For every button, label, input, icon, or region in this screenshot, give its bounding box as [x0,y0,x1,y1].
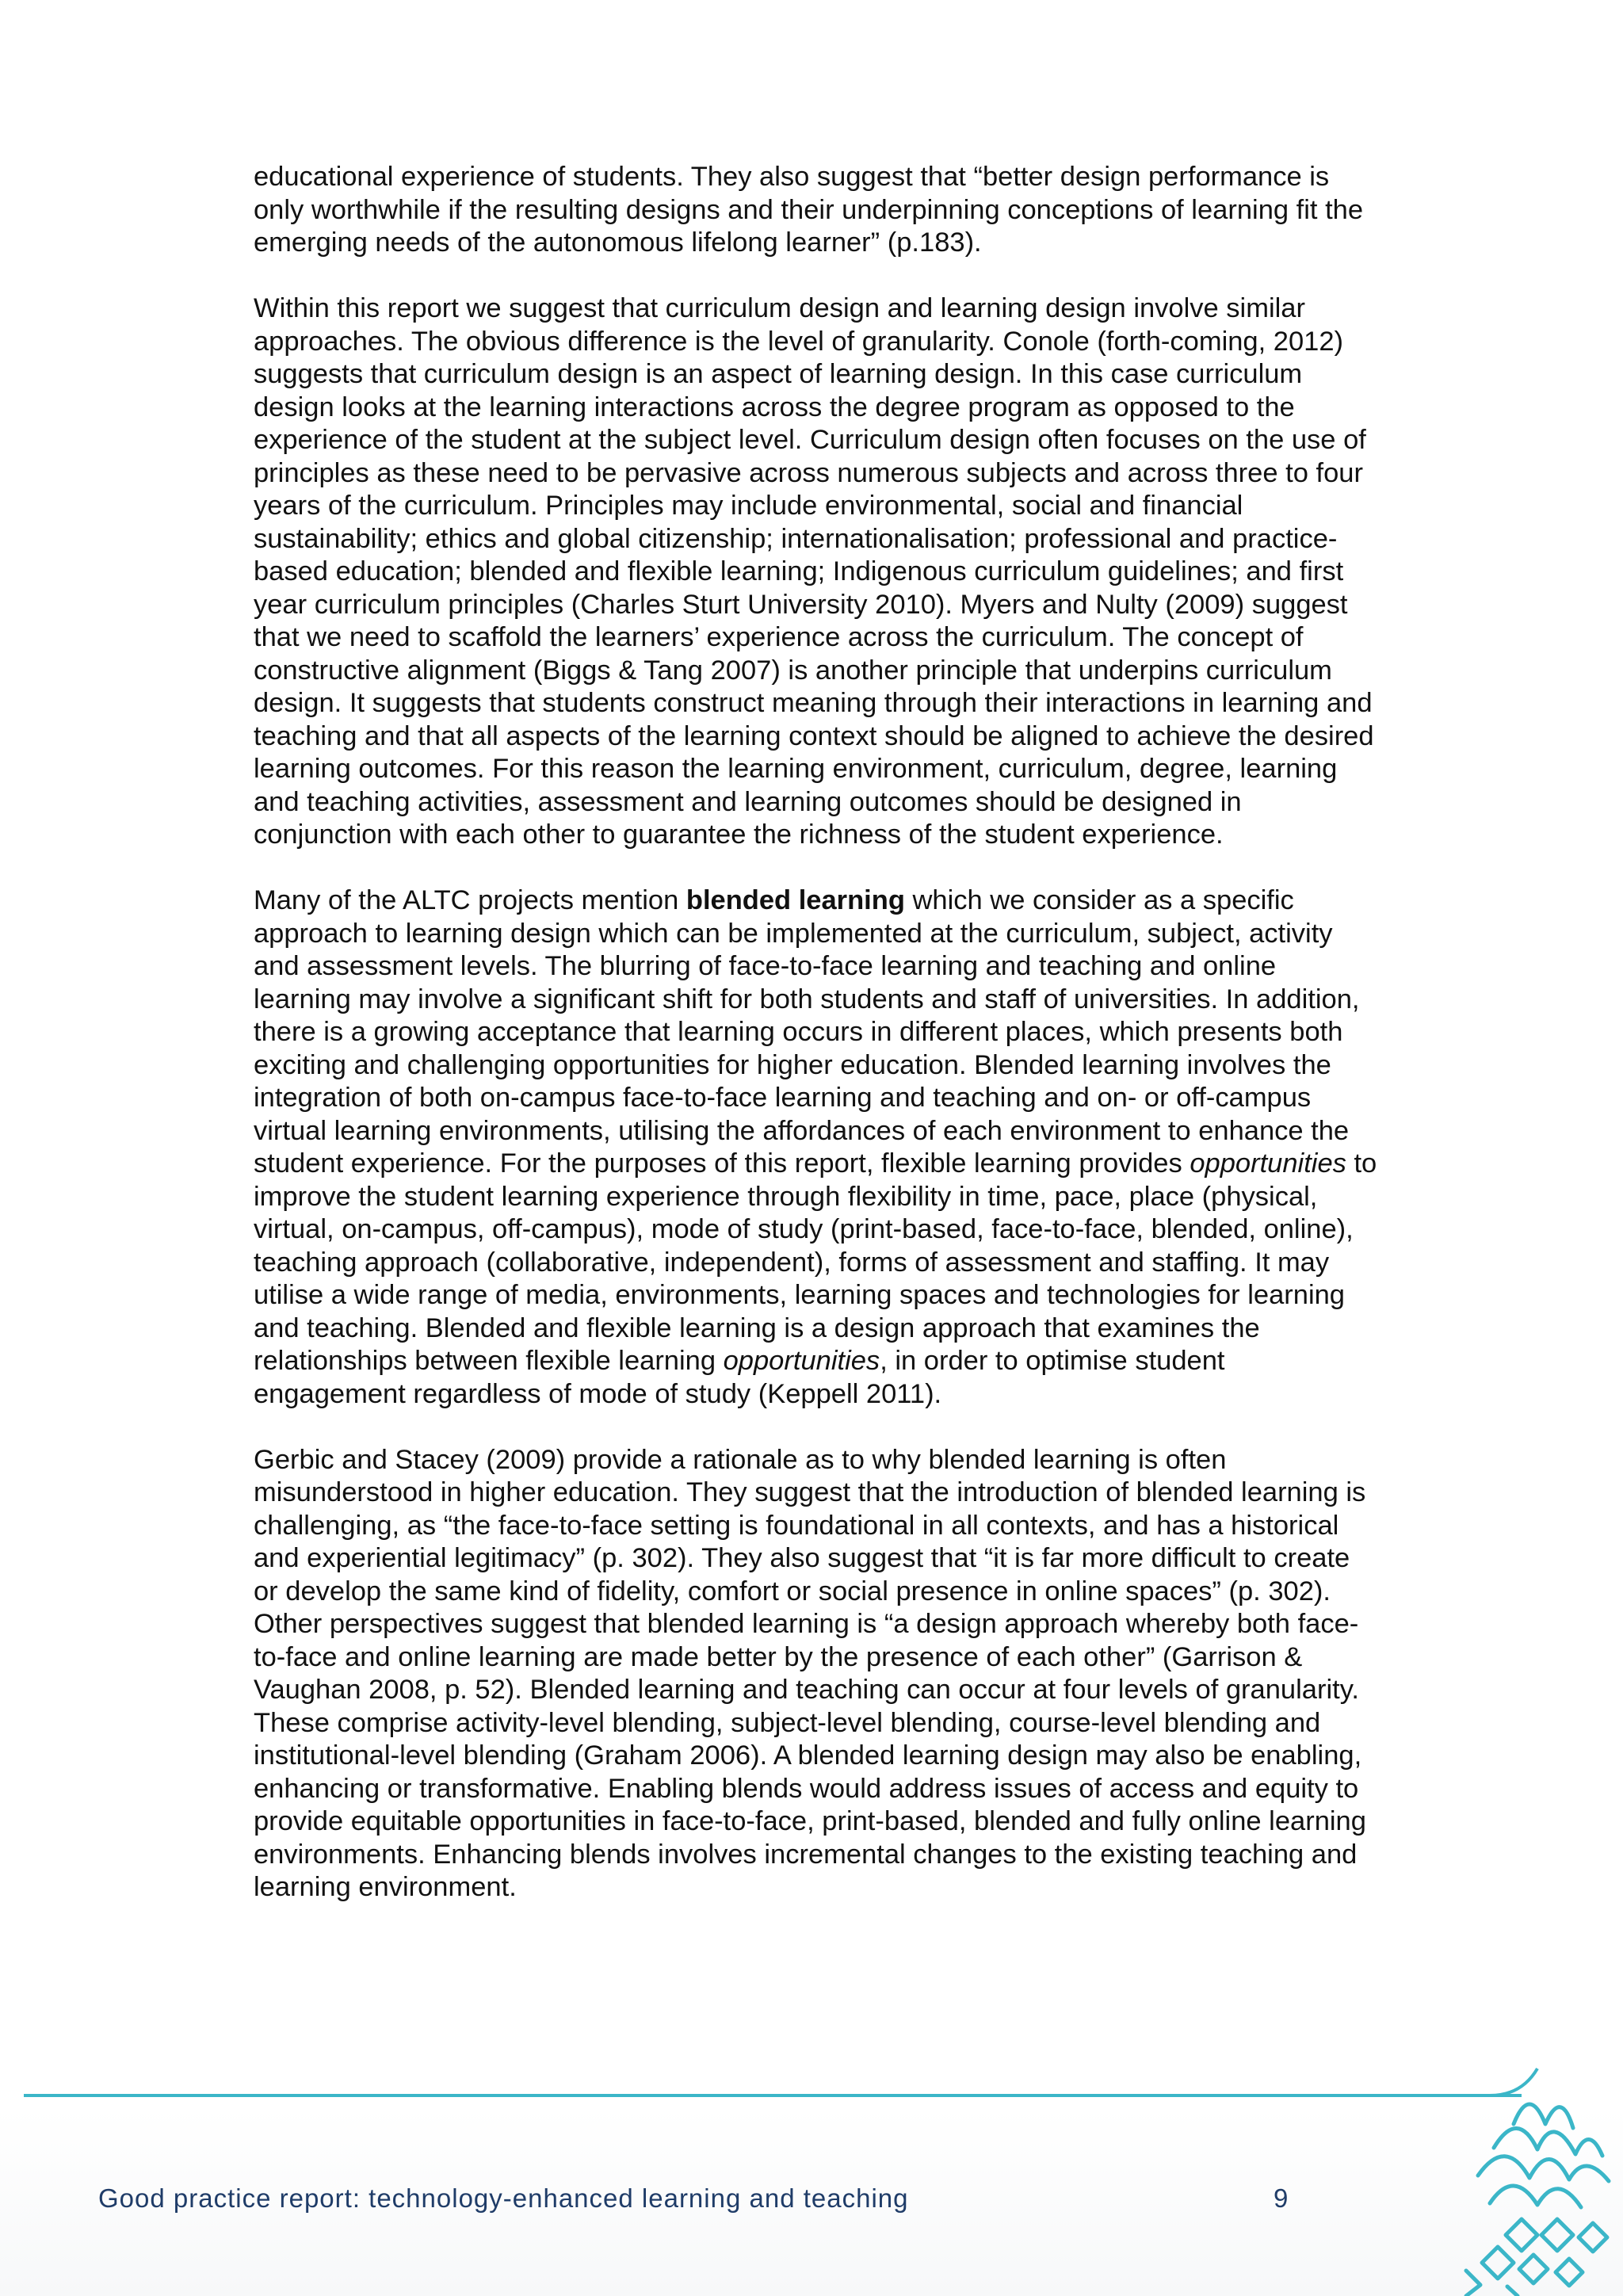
page-number: 9 [1274,2183,1289,2213]
wave-logo-icon [1419,2092,1623,2296]
body-text [254,161,1379,1937]
footer-rule [24,2094,1522,2097]
text-run: Within this report we suggest that curriculum design and learning design involve similar approaches. The obvious difference is the level of granularity. Conole (forth-coming, 2012) suggests that curriculum design is an aspect of learning design. In this case curriculum design looks at the learning interactions across the degree program as opposed to the experience of the student at the subject level. Curriculum design often focuses on the use of principles as these need to be pervasive across numerous subjects and across three to four years of the curriculum. Principles may include environmental, social and financial sustainability; ethics and global citizenship; internationalisation; professional and practice-based education; blended and flexible learning; Indigenous curriculum guidelines; and first year curriculum principles (Charles Sturt University 2010). Myers and Nulty (2009) suggest that we need to scaffold the learners’ experience across the curriculum. The concept of constructive alignment (Biggs & Tang 2007) is another principle that underpins curriculum design. It suggests that students construct meaning through their interactions in learning and teaching and that all aspects of the learning context should be aligned to achieve the desired learning outcomes. For this reason the learning environment, curriculum, degree, learning and teaching activities, assessment and learning outcomes should be designed in conjunction with each other to guarantee the richness of the student experience. [254,293,1374,850]
text-run: Gerbic and Stacey (2009) provide a rationale as to why blended learning is often misunderstood in higher education. They suggest that the introduction of blended learning is challenging, as “the face-to-face setting is foundational in all contexts, and has a historical and experiential legitimacy” (p. 302). They also suggest that “it is far more difficult to create or develop the same kind of fidelity, comfort or social presence in online spaces” (p. 302). Other perspectives suggest that blended learning is “a design approach whereby both face-to-face and online learning are made better by the presence of each other” (Garrison & Vaughan 2008, p. 52). Blended learning and teaching can occur at four levels of granularity. These comprise activity-level blending, subject-level blending, course-level blending and institutional-level blending (Graham 2006). A blended learning design may also be enabling, enhancing or transformative. Enabling blends would address issues of access and equity to provide equitable opportunities in face-to-face, print-based, blended and fully online learning environments. Enhancing blends involves incremental changes to the existing teaching and learning environment. [254,1444,1366,1902]
paragraph [254,292,1379,852]
italic-term: opportunities [723,1346,880,1376]
text-run: Many of the ALTC projects mention [254,885,686,915]
text-run: educational experience of students. They also suggest that “better design performance is only worthwhile if the resulting designs and their underpinning conceptions of learning fit the emerging needs of the autonomous lifelong learner” (p.183). [254,162,1364,258]
paragraph [254,161,1379,260]
text-run: which we consider as a specific approach to learning design which can be implemented at the curriculum, subject, activity and assessment levels. The blurring of face-to-face learning and teaching and online learning may involve a significant shift for both students and staff of universities. In addition, there is a growing acceptance that learning occurs in different places, which presents both exciting and challenging opportunities for higher education. Blended learning involves the integration of both on-campus face-to-face learning and teaching and on- or off-campus virtual learning environments, utilising the affordances of each environment to enhance the student experience. For the purposes of this report, flexible learning provides [254,885,1360,1179]
footer-title: Good practice report: technology-enhanced learning and teaching [98,2183,909,2213]
paragraph [254,884,1379,1411]
text-run: to improve the student learning experience through flexibility in time, pace, place (physical, virtual, on-campus, off-campus), mode of study (print-based, face-to-face, blended, online), teaching approach (collaborative, independent), forms of assessment and staffing. It may utilise a wide range of media, environments, learning spaces and technologies for learning and teaching. Blended and flexible learning is a design approach that examines the relationships between flexible learning [254,1148,1377,1376]
paragraph [254,1444,1379,1904]
bold-term: blended learning [685,885,905,915]
italic-term: opportunities [1190,1148,1346,1179]
text-run: , in order to optimise student engagement regardless of mode of study (Keppell 2011). [254,1346,1225,1409]
